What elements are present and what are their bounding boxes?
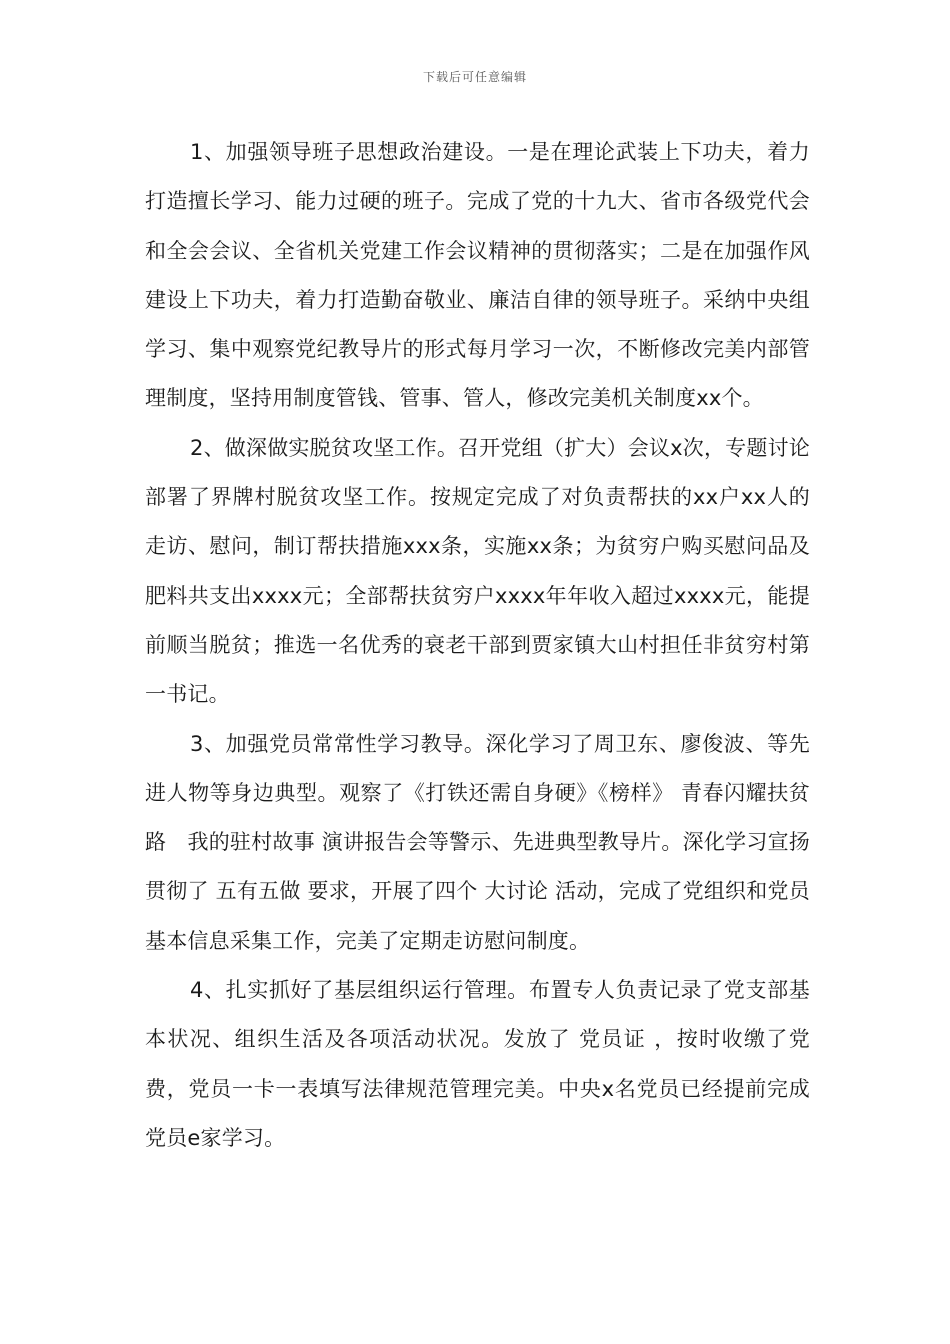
paragraph-1: 1、加强领导班子思想政治建设。一是在理论武装上下功夫，着力打造擅长学习、能力过硬的班子。完成了党的十九大、省市各级党代会和全会会议、全省机关党建工作会议精神的贯彻落实；二是在加强作风建设上下功夫，着力打造勤奋敬业、廉洁自律的领导班子。采纳中央组学习、集中观察党纪教导片的形式每月学习一次，不断修改完美内部管理制度，坚持用制度管钱、管事、管人，修改完美机关制度xx个。 <box>145 140 810 411</box>
paragraph-2: 2、做深做实脱贫攻坚工作。召开党组（扩大）会议x次，专题讨论部署了界牌村脱贫攻坚工作。按规定完成了对负责帮扶的xx户xx人的走访、慰问，制订帮扶措施xxx条，实施xx条；为贫穷户购买慰问品及肥料共支出xxxx元；全部帮扶贫穷户xxxx年年收入超过xxxx元，能提前顺当脱贫；推选一名优秀的衰老干部到贾家镇大山村担任非贫穷村第一书记。 <box>145 435 810 707</box>
paragraph-4: 4、扎实抓好了基层组织运行管理。布置专人负责记录了党支部基本状况、组织生活及各项活动状况。发放了 党员证 ，按时收缴了党费，党员一卡一表填写法律规范管理完美。中央x名党员已经提前完成党员e家学习。 <box>145 978 810 1150</box>
document-body <box>145 128 810 1163</box>
page-header: 下载后可任意编辑 <box>422 70 527 84</box>
paragraph-3: 3、加强党员常常性学习教导。深化学习了周卫东、廖俊波、等先进人物等身边典型。观察了《打铁还需自身硬》《榜样》 青春闪耀扶贫路 我的驻村故事 演讲报告会等警示、先进典型教导片。深化学习宣扬贯彻了 五有五做 要求，开展了四个 大讨论 活动，完成了党组织和党员基本信息采集工作，完美了定期走访慰问制度。 <box>145 731 810 953</box>
